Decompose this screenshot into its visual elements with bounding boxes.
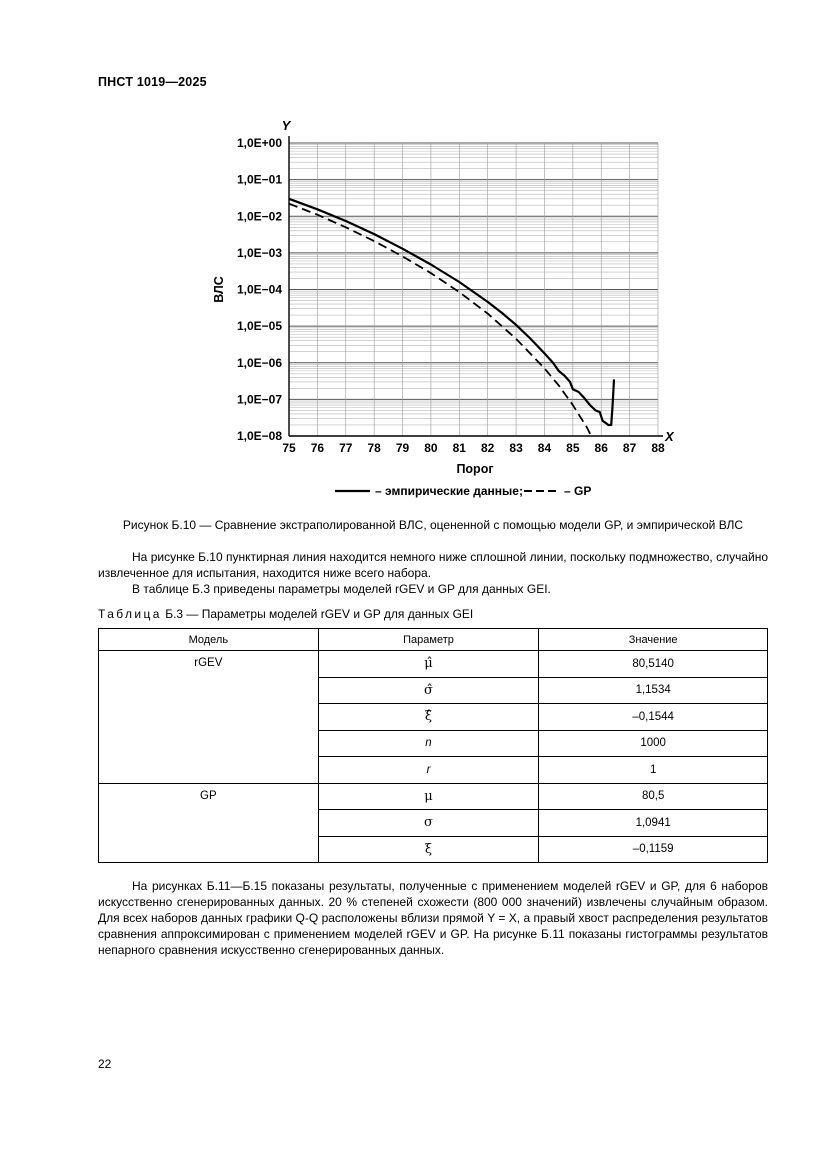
x-tick-label: 85 (566, 441, 580, 455)
y-tick-label: 1,0E−07 (236, 392, 282, 407)
x-tick-label: 86 (594, 441, 608, 455)
x-axis-label: Порог (456, 462, 494, 476)
parameter-cell: ξ (318, 836, 539, 863)
column-header-parameter: Параметр (318, 629, 539, 651)
x-tick-label: 82 (481, 441, 495, 455)
value-cell: 1000 (539, 730, 768, 757)
paragraph-text: На рисунке Б.10 пунктирная линия находится немного ниже сплошной линии, поскольку подмножество, случайно извлеченное для испытания, находится ниже всего набора. (98, 550, 768, 580)
legend-label-gp: – GP (564, 484, 592, 498)
column-header-model: Модель (99, 629, 319, 651)
table-caption-prefix: Таблица (98, 607, 162, 621)
y-tick-label: 1,0E+00 (236, 136, 282, 150)
y-tick-label: 1,0E−02 (236, 209, 282, 224)
x-tick-label: 75 (282, 441, 296, 455)
paragraph-figure-explanation (98, 549, 768, 597)
value-cell: –0,1544 (539, 704, 768, 731)
paragraph-results-description (98, 878, 768, 958)
vls-threshold-chart (190, 118, 690, 503)
y-axis-name: Y (281, 118, 291, 133)
x-tick-label: 78 (367, 441, 381, 455)
y-tick-label: 1,0E−04 (236, 282, 282, 297)
x-tick-label: 79 (395, 441, 410, 455)
value-cell: 80,5 (539, 783, 768, 810)
document-code-header: ПНСТ 1019—2025 (98, 75, 207, 89)
parameter-cell: μ̂ (318, 651, 539, 678)
x-tick-label: 81 (452, 441, 466, 455)
table-header-row (99, 629, 768, 651)
value-cell: 1 (539, 757, 768, 784)
table-row (99, 651, 768, 678)
parameters-table (98, 628, 768, 863)
x-axis-name: X (665, 429, 674, 444)
parameter-cell: σ̂ (318, 677, 539, 704)
column-header-value: Значение (539, 629, 768, 651)
parameter-cell: ξ̂ (318, 704, 539, 731)
y-tick-label: 1,0E−06 (236, 355, 282, 370)
y-tick-label: 1,0E−01 (236, 172, 282, 187)
legend-label-empirical: – эмпирические данные; (375, 484, 523, 498)
value-cell: 1,1534 (539, 677, 768, 704)
table-caption (98, 607, 473, 621)
x-tick-label: 87 (622, 441, 637, 455)
series-line-empirical (289, 199, 614, 425)
chart-grid (289, 143, 658, 436)
x-tick-label: 77 (339, 441, 353, 455)
page-number: 22 (98, 1057, 112, 1071)
x-tick-label: 80 (424, 441, 438, 455)
y-tick-label: 1,0E−08 (236, 429, 282, 443)
paragraph-text: На рисунках Б.11—Б.15 показаны результаты, полученные с применением моделей rGEV и GP, для 6 наборов искусственно сгенерированных данных. 20 % степеней схожести (800 000 значений) извлечены случайным образом. Для всех наборов данных графики Q-Q расположены вблизи прямой Y = X, а правый хвост распределения результатов сравнения аппроксимирован с применением моделей rGEV и GP. На рисунке Б.11 показаны гистограммы результатов непарного сравнения искусственно сгенерированных данных. (98, 879, 768, 957)
figure-caption: Рисунок Б.10 — Сравнение экстраполированной ВЛС, оцененной с помощью модели GP, и эмпирической ВЛС (122, 518, 744, 532)
parameter-cell: n (318, 730, 539, 757)
value-cell: –0,1159 (539, 836, 768, 863)
y-tick-label: 1,0E−05 (236, 319, 282, 334)
paragraph-text: В таблице Б.3 приведены параметры моделей rGEV и GP для данных GEI. (132, 582, 551, 596)
parameter-cell: r (318, 757, 539, 784)
x-tick-label: 84 (537, 441, 552, 455)
parameter-cell: σ (318, 810, 539, 837)
x-tick-label: 76 (310, 441, 325, 455)
table-row (99, 783, 768, 810)
y-tick-label: 1,0E−03 (236, 245, 282, 260)
model-cell-rgev: rGEV (99, 651, 319, 784)
value-cell: 1,0941 (539, 810, 768, 837)
x-tick-label: 83 (509, 441, 523, 455)
model-cell-gp: GP (99, 783, 319, 863)
chart-legend (335, 484, 591, 498)
parameter-cell: μ (318, 783, 539, 810)
series-line-gp (289, 204, 608, 484)
value-cell: 80,5140 (539, 651, 768, 678)
x-tick-label: 88 (651, 441, 665, 455)
y-axis-label: ВЛС (212, 276, 226, 303)
table-caption-title: Б.3 — Параметры моделей rGEV и GP для данных GEI (161, 607, 474, 621)
